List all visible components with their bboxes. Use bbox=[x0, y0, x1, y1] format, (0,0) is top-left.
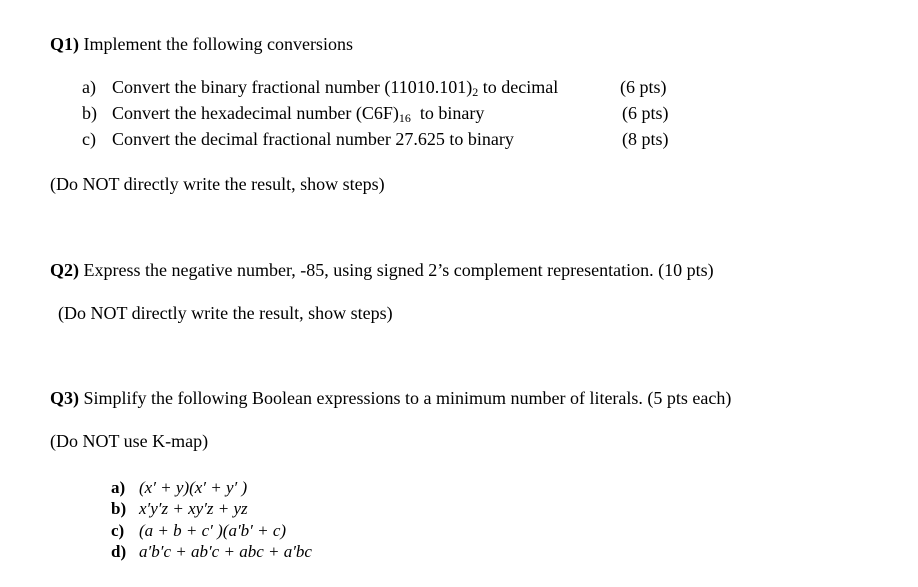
q1-heading: Q1) bbox=[50, 34, 79, 54]
q3-item-b-label: b) bbox=[111, 499, 127, 518]
q3-item-d-expr: a′b′c + ab′c + abc + a′bc bbox=[139, 542, 312, 561]
q3-item-a-label: a) bbox=[111, 478, 126, 497]
q2-title-text: Express the negative number, -85, using signed 2’s complement representation. (10 pts) bbox=[79, 260, 714, 280]
q2-note: (Do NOT directly write the result, show steps) bbox=[58, 303, 393, 323]
q3-item-a-expr: (x′ + y)(x′ + y′ ) bbox=[139, 478, 248, 497]
q1-item-b-sub: 16 bbox=[398, 111, 411, 125]
q1-item-a-text: Convert the binary fractional number (11010.101) bbox=[112, 77, 473, 97]
q3-heading: Q3) bbox=[50, 388, 79, 408]
q3-item-c bbox=[111, 521, 286, 541]
q1-item-a-points: (6 pts) bbox=[620, 77, 667, 97]
q1-item-c-text: Convert the decimal fractional number 27.625 to binary bbox=[112, 129, 514, 149]
q2-heading: Q2) bbox=[50, 260, 79, 280]
q1-item-b-post: to binary bbox=[410, 103, 485, 123]
q3-note: (Do NOT use K-map) bbox=[50, 431, 209, 451]
q1-item-c-points: (8 pts) bbox=[622, 129, 669, 149]
q1-item-a bbox=[82, 76, 558, 98]
q1-title-text: Implement the following conversions bbox=[79, 34, 353, 54]
q3-title-text: Simplify the following Boolean expressions to a minimum number of literals. (5 pts each) bbox=[79, 388, 732, 408]
q1-item-b-text: Convert the hexadecimal number (C6F) bbox=[112, 103, 399, 123]
q1-item-b-label: b) bbox=[82, 103, 97, 123]
q1-item-c-label: c) bbox=[82, 129, 96, 149]
q3-item-c-expr: (a + b + c′ )(a′b′ + c) bbox=[139, 521, 287, 540]
q1-title bbox=[50, 33, 353, 55]
q1-item-a-sub: 2 bbox=[472, 85, 479, 99]
q1-item-b-points: (6 pts) bbox=[622, 103, 669, 123]
q3-item-d-label: d) bbox=[111, 542, 127, 561]
q3-item-b bbox=[111, 499, 248, 519]
q1-note: (Do NOT directly write the result, show steps) bbox=[50, 174, 385, 194]
q2-title bbox=[50, 259, 714, 281]
q3-item-a bbox=[111, 478, 247, 498]
q3-title bbox=[50, 387, 731, 409]
q1-item-c bbox=[82, 128, 514, 150]
q3-item-b-expr: x′y′z + xy′z + yz bbox=[139, 499, 248, 518]
q3-item-d bbox=[111, 542, 312, 562]
q3-item-c-label: c) bbox=[111, 521, 125, 540]
q1-item-b bbox=[82, 102, 484, 124]
q1-item-a-label: a) bbox=[82, 77, 96, 97]
q1-item-a-post: to decimal bbox=[478, 77, 559, 97]
